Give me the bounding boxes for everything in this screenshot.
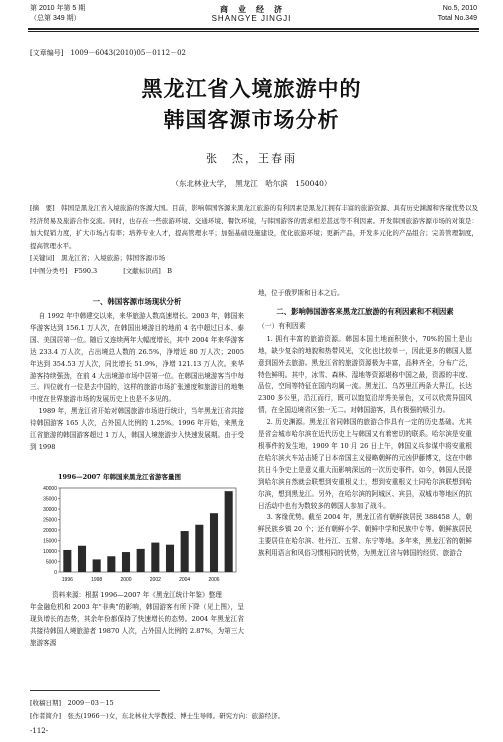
- x-tick-label: 1996: [61, 577, 73, 583]
- journal-name: [0, 4, 503, 24]
- bar-1999: [107, 556, 115, 572]
- bar-2004: [181, 531, 189, 572]
- bar-2002: [151, 543, 159, 572]
- issue-number: [438, 4, 477, 24]
- x-tick-label: 1998: [91, 577, 103, 583]
- chart-title: 1996—2007 年韩国来黑龙江省游客量图: [58, 473, 181, 481]
- issue-line2: （总第 349 期）: [30, 15, 81, 22]
- journal-name-cn: 商 业 经 济: [220, 4, 283, 14]
- x-tick-label: 2006: [208, 577, 220, 583]
- article-number: [文章编号] 1009－6043(2010)05－0112－02: [30, 49, 186, 57]
- authors: 张 杰，王春雨: [206, 152, 297, 165]
- right-column: [258, 288, 472, 560]
- y-tick-label: 35000: [43, 496, 57, 503]
- x-tick-label: 2000: [120, 577, 132, 583]
- y-tick-label: 15000: [43, 538, 57, 545]
- y-tick-label: 10000: [43, 549, 57, 555]
- bar-2003: [166, 545, 174, 572]
- y-tick-label: 20000: [43, 528, 57, 534]
- subsection-title: （一）有利因素: [258, 321, 306, 330]
- author-bio: [作者简介] 张杰(1966－)女，东北林业大学教授、博士生导师。研究方向：旅游经济。: [30, 712, 285, 720]
- y-tick-label: 30000: [43, 507, 57, 513]
- header-rule: [28, 28, 479, 30]
- total-no: Total No.349: [437, 15, 477, 22]
- paragraph: 地，位于俄罗斯和日本之后。: [258, 289, 344, 297]
- paragraph: 1. 拥有丰富的旅游资源。韩国本国土地面积狭小，70%的国土是山地，缺少复杂的地貌和热带风光，文化也比较单一，因此更多的韩国人愿意到国外去旅游。黑龙江省的旅游资源极为丰富，品种齐全，分布广泛，特色鲜明。其中，冰雪、森林、湿地等资源堪称中国之最，资源的丰度、品位，空间等特征在国内均属一流。黑龙江、乌苏里江两条大界江，长达 2300 多公里，沿江而行，既可以饱览沿岸秀美景色，又可以欣赏异国风情，在全国边境省区独一无二。对韩国游客，具有极强的吸引力。: [258, 334, 472, 415]
- bar-2000: [122, 552, 130, 572]
- bar-2006: [210, 513, 218, 572]
- x-tick-label: 2004: [179, 577, 191, 583]
- y-tick-label: 5000: [45, 559, 57, 566]
- paragraph: 1989 年，黑龙江省开始对韩国旅游市场进行统计，当年黑龙江省共接待韩国游客 165 人次，占外国人比例的 1.25%。1996 年开始，来黑龙江省旅游的韩国游客超过 1 万人，韩国人境旅游步入快速发展期。由于受到 1998: [30, 407, 244, 451]
- received-date: [收稿日期] 2009－03－15: [30, 699, 114, 707]
- abstract: [摘 要] 韩国是黑龙江省入境旅游的客源大国。目前，影响韩国客源来黑龙江旅游的有利因素是黑龙江拥有丰富的旅游资源、具有历史渊源和客缘优势以及经济贸易及旅游合作交流。同时，也存在一些旅游环境、交通环境、餐饮环境，与韩国游客的需求相差甚远等不利因素。开发韩国旅游客源市场的对策是：加大促销力度，扩大市场占有率；培养专业人才，提高管理水平；加强基础设施建设，优化旅游环境；更新产品，开发多元化的产品组合；完善管理制度，提高管理水平。: [30, 204, 478, 250]
- left-column-tail: [30, 590, 244, 650]
- page-number: -112-: [30, 727, 49, 735]
- header-rule-thin: [28, 31, 479, 32]
- bar-1996: [63, 550, 71, 572]
- classification: [中图分类号] F590.3 [文献标识码] B: [30, 267, 173, 275]
- bar-2007: [225, 491, 233, 572]
- left-column: [30, 296, 244, 454]
- section1-title: 一、韩国客源市场现状分析: [92, 297, 182, 306]
- title-line1: 黑龙江省入境旅游中的: [141, 76, 362, 101]
- x-tick-label: 2002: [149, 577, 161, 583]
- bar-1998: [93, 559, 101, 572]
- paragraph: 年金融危机和 2003 年"非典"的影响，韩国游客有所下降（见上图），呈现负增长的态势，其余年份都保持了快速增长的态势。2004 年黑龙江省共接待韩国人境旅游者 19870 人次，占外国人比例的 2.87%，为第三大旅游客源: [30, 602, 244, 647]
- y-tick-label: 40000: [43, 486, 57, 492]
- section2-title: 二、影响韩国游客来黑龙江旅游的有利因素和不利因素: [276, 306, 454, 316]
- y-tick-label: 25000: [43, 517, 57, 524]
- paragraph: 2. 历史渊源。黑龙江省同韩国的旅游合作具有一定的历史基础。尤其是省会城市哈尔滨在近代历史上与韩国又有着密切的联系。哈尔滨是安重根事件的发生地，1909 年 10 月 26 日上午，韩国义兵参谋中将安重根在哈尔滨火车站击毙了日本帝国主义侵略朝鲜的元凶伊藤博文，这在中韩抗日斗争史上是意义重大而影响深远的一次历史事件。如今，韩国人民提到哈尔滨自然就会联想到安重根义士，想到安重根义士同哈尔滨联想到哈尔滨，想到黑龙江。另外，在哈尔滨的阿城区、宾县，双城市等地区的抗日活动中也有为数较多的韩国人参加了战斗。: [258, 418, 472, 510]
- footnote-rule: [30, 690, 160, 691]
- issue-no: No.5, 2010: [442, 5, 477, 12]
- bar-2001: [137, 549, 145, 572]
- journal-name-en: SHANGYE JINGJI: [211, 14, 292, 23]
- chart-source: 资料来源：根据 1996—2007 年《黑龙江统计年鉴》整理: [52, 591, 222, 599]
- y-tick-label: 0: [54, 570, 57, 576]
- affiliation: （东北林业大学， 黑龙江 哈尔滨 150040）: [171, 179, 332, 188]
- paragraph: 3. 客缘优势。截至 2004 年，黑龙江省有朝鲜族居民 388458 人，朝鲜民族乡镇 20 个；还有朝鲜小学、朝鲜中学和民族中专等。朝鲜族居民主要居住在哈尔滨、牡丹江、五常、东宁等地。多年来，黑龙江省的朝鲜族利用语言和风俗习惯相同的优势，为黑龙江省与韩国的经贸、旅游合: [258, 513, 472, 558]
- bar-1997: [78, 546, 86, 572]
- bar-2005: [195, 525, 203, 572]
- title-line2: 韩国客源市场分析: [163, 107, 340, 132]
- issue-line1: 第 2010 年第 5 期: [30, 5, 86, 12]
- keywords: [关键词] 黑龙江省；入境旅游；韩国客源市场: [30, 254, 166, 262]
- plot-frame: [60, 488, 236, 572]
- visitor-bar-chart: [32, 484, 242, 588]
- paragraph: 自 1992 年中韩建交以来，来华旅游人数高速增长。2003 年，韩国来华游客达到 156.1 万人次，在韩国出境游目的地前 4 名中超过日本、泰国、美国居第一位。随后又连续两年大幅度增长，其中 2004 年来华游客达 233.4 万人次，占出境总人数的 26.5%，净增近 80 万人次；2005 年达到 354.53 万人次，同比增长 51.9%，净增 121.13 万人次。来华游客持续强劲，在前 4 大出境游市场中居第一位。在韩国出境游客当中每三、四位就有一位是去中国的，这样的旅游市场扩张速度和旅游目的地集中度在世界旅游市场的发展历史上也是不多见的。: [30, 312, 244, 404]
